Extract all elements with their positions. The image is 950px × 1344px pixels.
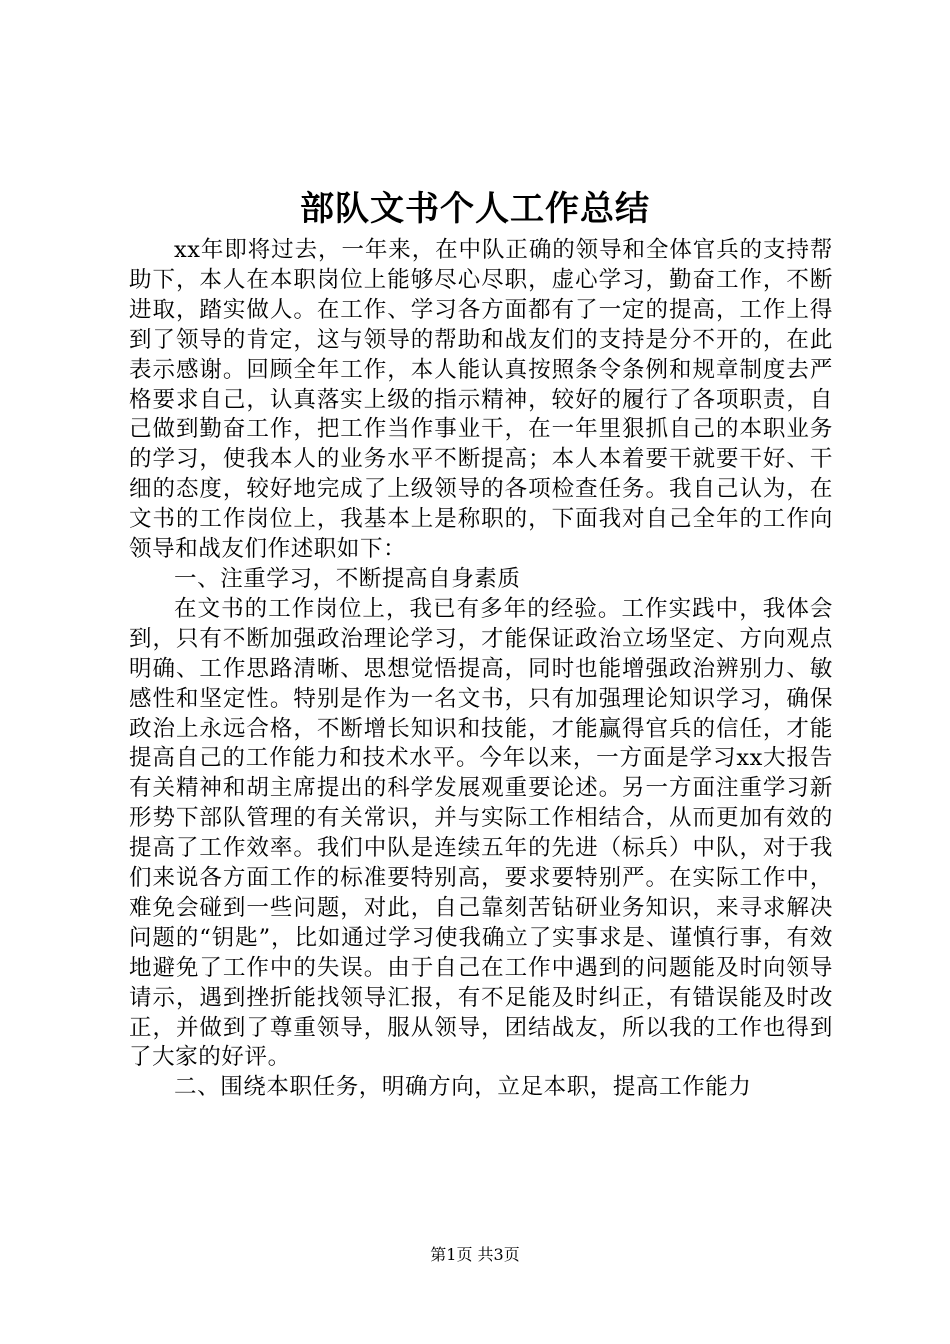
paragraph-intro: xx年即将过去，一年来，在中队正确的领导和全体官兵的支持帮助下，本人在本职岗位上能够尽心尽职，虚心学习，勤奋工作，不断进取，踏实做人。在工作、学习各方面都有了一定的提高，工作上得到了领导的肯定，这与领导的帮助和战友们的支持是分不开的，在此表示感谢。回顾全年工作，本人能认真按照条令条例和规章制度去严格要求自己，认真落实上级的指示精神，较好的履行了各项职责，自己做到勤奋工作，把工作当作事业干，在一年里狠抓自己的本职业务的学习，使我本人的业务水平不断提高；本人本着要干就要干好、干细的态度，较好地完成了上级领导的各项检查任务。我自己认为，在文书的工作岗位上，我基本上是称职的，下面我对自己全年的工作向领导和战友们作述职如下： [129, 237, 833, 563]
document-body [129, 236, 833, 1103]
section-heading-2: 二、围绕本职任务，明确方向，立足本职，提高工作能力 [174, 1074, 752, 1101]
paragraph-section-1: 在文书的工作岗位上，我已有多年的经验。工作实践中，我体会到，只有不断加强政治理论学习，才能保证政治立场坚定、方向观点明确、工作思路清晰、思想觉悟提高，同时也能增强政治辨别力、敏感性和坚定性。特别是作为一名文书，只有加强理论知识学习，确保政治上永远合格，不断增长知识和技能，才能赢得官兵的信任，才能提高自己的工作能力和技术水平。今年以来，一方面是学习xx大报告有关精神和胡主席提出的科学发展观重要论述。另一方面注重学习新形势下部队管理的有关常识，并与实际工作相结合，从而更加有效的提高了工作效率。我们中队是连续五年的先进（标兵）中队，对于我们来说各方面工作的标准要特别高，要求要特别严。在实际工作中，难免会碰到一些问题，对此，自己靠刻苦钻研业务知识，来寻求解决问题的“钥匙”，比如通过学习使我确立了实事求是、谨慎行事，有效地避免了工作中的失误。由于自己在工作中遇到的问题能及时向领导请示，遇到挫折能找领导汇报，有不足能及时纠正，有错误能及时改正，并做到了尊重领导，服从领导，团结战友，所以我的工作也得到了大家的好评。 [129, 595, 833, 1071]
page-footer: 第1页 共3页 [430, 1245, 520, 1264]
document-title: 部队文书个人工作总结 [300, 189, 650, 229]
section-heading-1: 一、注重学习，不断提高自身素质 [174, 565, 521, 592]
